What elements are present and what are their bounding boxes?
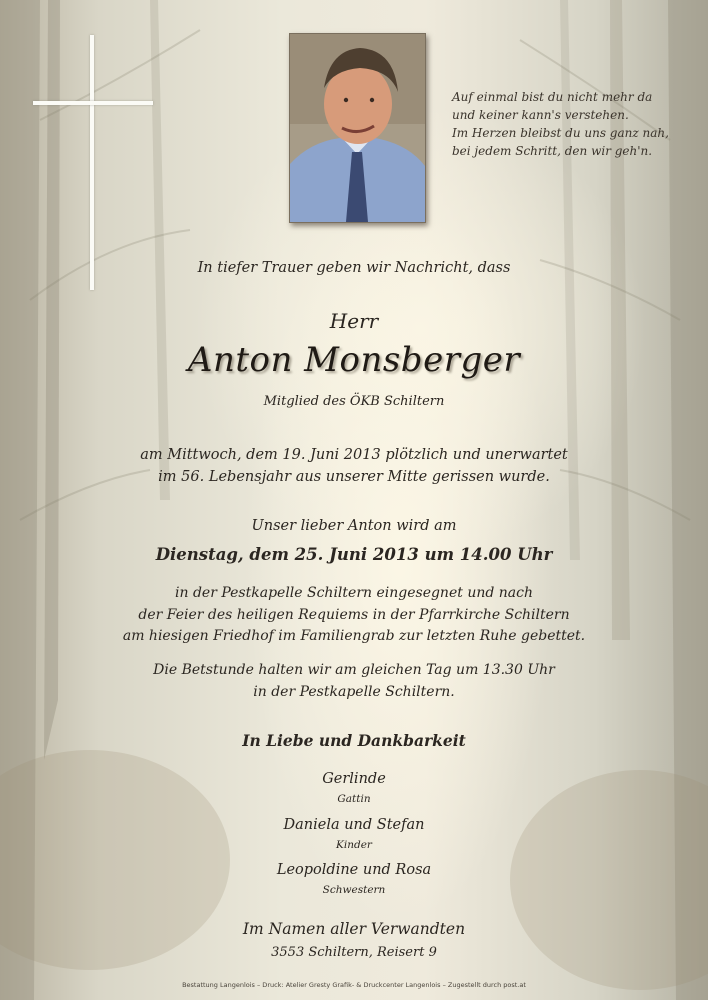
mourner-name: Leopoldine und Rosa xyxy=(276,862,432,878)
death-notice xyxy=(0,444,708,488)
funeral-details xyxy=(0,583,708,648)
salutation: Herr xyxy=(329,309,379,333)
funeral-date: Dienstag, dem 25. Juni 2013 um 14.00 Uhr xyxy=(155,545,553,564)
death-line: im 56. Lebensjahr aus unserer Mitte gerissen wurde. xyxy=(158,469,550,485)
poem-line: bei jedem Schritt, den wir geh'n. xyxy=(452,144,653,158)
poem-line: Im Herzen bleibst du uns ganz nah, xyxy=(452,126,669,140)
cross-icon xyxy=(90,35,94,290)
death-line: am Mittwoch, dem 19. Juni 2013 plötzlich und unerwartet xyxy=(140,447,568,463)
cross-icon-bar xyxy=(33,101,153,105)
poem-line: Auf einmal bist du nicht mehr da xyxy=(452,90,653,104)
funeral-lead: Unser lieber Anton wird am xyxy=(251,518,457,534)
mourner-name: Gerlinde xyxy=(322,771,386,787)
portrait-photo xyxy=(289,33,426,223)
poem-line: und keiner kann's verstehen. xyxy=(452,108,629,122)
closing-line: Im Namen aller Verwandten xyxy=(242,920,466,938)
family-address: 3553 Schiltern, Reisert 9 xyxy=(271,945,437,960)
prayer-line: Die Betstunde halten wir am gleichen Tag um 13.30 Uhr xyxy=(153,662,555,678)
mourner-role: Schwestern xyxy=(322,884,386,896)
mourner-role: Gattin xyxy=(337,793,371,805)
deceased-name: Anton Monsberger xyxy=(187,340,521,380)
mourners-heading: In Liebe und Dankbarkeit xyxy=(242,731,466,750)
funeral-line: der Feier des heiligen Requiems in der Pfarrkirche Schiltern xyxy=(138,606,570,623)
printer-footer: Bestattung Langenlois – Druck: Atelier Gresty Grafik- & Druckcenter Langenlois – Zugestellt durch post.at xyxy=(182,981,526,989)
mourner-name: Daniela und Stefan xyxy=(283,817,425,833)
prayer-line: in der Pestkapelle Schiltern. xyxy=(253,684,455,700)
funeral-line: am hiesigen Friedhof im Familiengrab zur letzten Ruhe gebettet. xyxy=(122,628,586,644)
funeral-line: in der Pestkapelle Schiltern eingesegnet und nach xyxy=(175,585,533,601)
membership-text: Mitglied des ÖKB Schiltern xyxy=(263,394,445,409)
prayer-hour xyxy=(0,659,708,703)
intro-text: In tiefer Trauer geben wir Nachricht, dass xyxy=(197,260,511,276)
memorial-poem xyxy=(452,88,702,160)
mourner-role: Kinder xyxy=(336,839,372,851)
